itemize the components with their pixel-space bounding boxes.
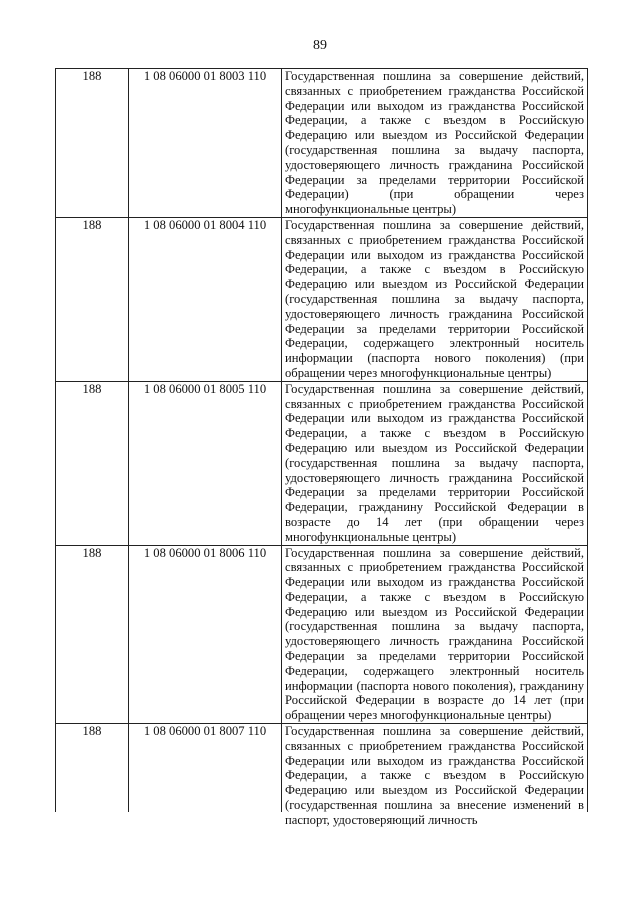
description-text: Государственная пошлина за совершение действий, связанных с приобретением гражданства Российской Федерации или выходом из гражданства Российской Федерации, а также с въездом в Российскую Федерацию или выездом из Российской Федерации (государственная пошлина за выдачу паспорта, удостоверяющего личность гражданина Российской Федерации за пределами территории Российской Федерации, гражданину Российской Федерации в возрасте до 14 лет (при обращении через многофункциональные центры)	[285, 381, 584, 544]
budget-classification-table	[55, 68, 588, 827]
description-cell	[282, 545, 588, 724]
classification-code-cell: 1 08 06000 01 8004 110	[129, 217, 282, 381]
description-text: Государственная пошлина за совершение действий, связанных с приобретением гражданства Российской Федерации или выходом из гражданства Российской Федерации, а также с въездом в Российскую Федерацию или выездом из Российской Федерации (государственная пошлина за выдачу паспорта, удостоверяющего личность гражданина Российской Федерации за пределами территории Российской Федерации, содержащего электронный носитель информации (паспорта нового поколения), гражданину Российской Федерации в возрасте до 14 лет (при обращении через многофункциональные центры)	[285, 545, 584, 723]
page-number: 89	[313, 38, 327, 53]
description-text: Государственная пошлина за совершение действий, связанных с приобретением гражданства Российской Федерации или выходом из гражданства Российской Федерации, а также с въездом в Российскую Федерацию или выездом из Российской Федерации (государственная пошлина за выдачу паспорта, удостоверяющего личность гражданина Российской Федерации за пределами территории Российской Федерации, содержащего электронный носитель информации (паспорта нового поколения) (при обращении через многофункциональные центры)	[285, 217, 584, 380]
table-row	[56, 724, 588, 813]
description-cell	[282, 381, 588, 545]
description-text: Государственная пошлина за совершение действий, связанных с приобретением гражданства Российской Федерации или выходом из гражданства Российской Федерации, а также с въездом в Российскую Федерацию или выездом из Российской Федерации (государственная пошлина за внесение изменений в паспорт, удостоверяющий личность	[285, 724, 584, 827]
description-cell	[282, 724, 588, 827]
admin-code-cell: 188	[56, 69, 129, 218]
table-row	[56, 381, 588, 545]
admin-code-cell: 188	[56, 724, 129, 813]
classification-code-cell: 1 08 06000 01 8005 110	[129, 381, 282, 545]
admin-code-cell: 188	[56, 217, 129, 381]
classification-code-cell: 1 08 06000 01 8003 110	[129, 69, 282, 218]
table-row	[56, 545, 588, 724]
classification-code-cell: 1 08 06000 01 8006 110	[129, 545, 282, 724]
description-text: Государственная пошлина за совершение действий, связанных с приобретением гражданства Российской Федерации или выходом из гражданства Российской Федерации, а также с въездом в Российскую Федерацию или выездом из Российской Федерации (государственная пошлина за выдачу паспорта, удостоверяющего личность гражданина Российской Федерации за пределами территории Российской Федерации) (при обращении через многофункциональные центры)	[285, 69, 584, 217]
admin-code-cell: 188	[56, 381, 129, 545]
table-row	[56, 69, 588, 218]
classification-code-cell: 1 08 06000 01 8007 110	[129, 724, 282, 813]
description-cell	[282, 217, 588, 381]
table-row	[56, 217, 588, 381]
description-cell	[282, 69, 588, 218]
admin-code-cell: 188	[56, 545, 129, 724]
